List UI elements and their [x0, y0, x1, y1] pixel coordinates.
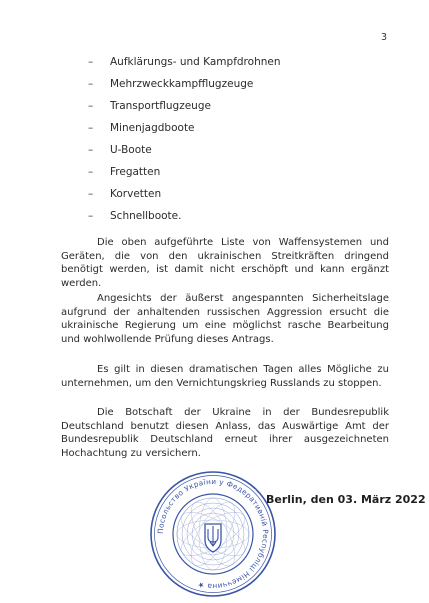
list-item-text: Aufklärungs- und Kampfdrohnen [110, 56, 281, 68]
list-item [88, 143, 281, 165]
list-item-text: Korvetten [110, 188, 162, 200]
trident-emblem-icon [205, 524, 221, 552]
list-item-text: Mehrzweckkampfflugzeuge [110, 78, 254, 90]
list-item-text: Transportflugzeuge [110, 100, 211, 112]
stamp-ring-text: Посольство України у Федеративній Республіці Німеччина ★ [155, 476, 271, 592]
page-number: 3 [380, 32, 387, 43]
paragraph-list-note: Die oben aufgeführte Liste von Waffensystemen und Geräten, die von den ukrainischen Streitkräften dringend benötigt werden, ist damit nicht erschöpft und kann ergänzt werden. [61, 237, 389, 289]
list-item [88, 121, 281, 143]
list-item-text: U-Boote [110, 144, 152, 156]
weapons-list [88, 55, 281, 231]
list-item [88, 187, 281, 209]
dash-icon: – [88, 122, 94, 134]
list-item [88, 209, 281, 231]
list-item-text: Schnellboote. [110, 210, 182, 222]
list-item [88, 55, 281, 77]
paragraph-request: Angesichts der äußerst angespannten Sicherheitslage aufgrund der anhaltenden russischen Aggression ersucht die ukrainische Regierung um eine möglichst rasche Bearbeitung und wohlwollende Prüfung dieses Antrags. [61, 293, 389, 345]
dash-icon: – [88, 144, 94, 156]
paragraph-closing: Die Botschaft der Ukraine in der Bundesrepublik Deutschland benutzt diesen Anlass, das Auswärtige Amt der Bundesrepublik Deutschland erneut ihrer ausgezeichneten Hochachtung zu versichern. [61, 407, 389, 459]
embassy-stamp-icon [147, 468, 279, 600]
list-item [88, 165, 281, 187]
date-line: Berlin, den 03. März 2022 [266, 493, 426, 506]
dash-icon: – [88, 100, 94, 112]
dash-icon: – [88, 78, 94, 90]
list-item [88, 77, 281, 99]
list-item-text: Fregatten [110, 166, 161, 178]
list-item [88, 99, 281, 121]
list-item-text: Minenjagdboote [110, 122, 195, 134]
dash-icon: – [88, 188, 94, 200]
dash-icon: – [88, 166, 94, 178]
dash-icon: – [88, 210, 94, 222]
dash-icon: – [88, 56, 94, 68]
paragraph-appeal: Es gilt in diesen dramatischen Tagen alles Mögliche zu unternehmen, um den Vernichtungskrieg Russlands zu stoppen. [61, 364, 389, 389]
